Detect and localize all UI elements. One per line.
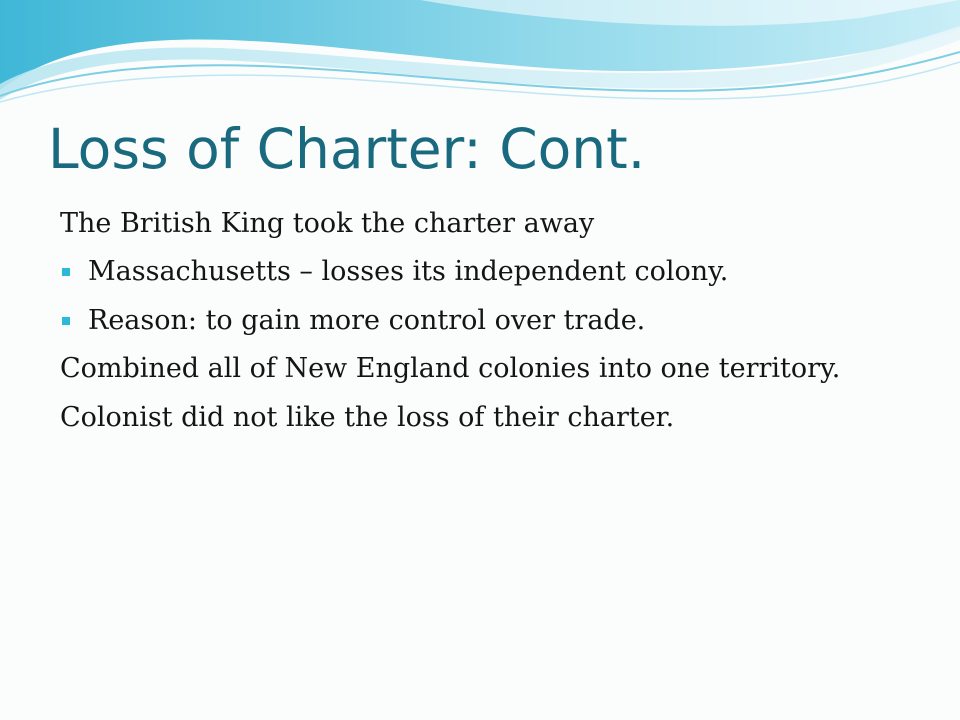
bullet-item-text: Reason: to gain more control over trade.: [88, 304, 646, 336]
body-line: Combined all of New England colonies into one territory.: [60, 353, 841, 385]
slide-title: Loss of Charter: Cont.: [48, 117, 646, 181]
square-bullet-icon: [62, 317, 70, 325]
bullet-item-text: Massachusetts – losses its independent colony.: [88, 256, 729, 288]
square-bullet-icon: [62, 268, 70, 276]
header-wave-decoration: [0, 0, 960, 120]
bullet-item: [60, 305, 900, 337]
body-line: The British King took the charter away: [60, 208, 595, 239]
slide-body: [60, 208, 900, 450]
body-line: Colonist did not like the loss of their charter.: [60, 401, 675, 433]
bullet-item: [60, 256, 900, 288]
